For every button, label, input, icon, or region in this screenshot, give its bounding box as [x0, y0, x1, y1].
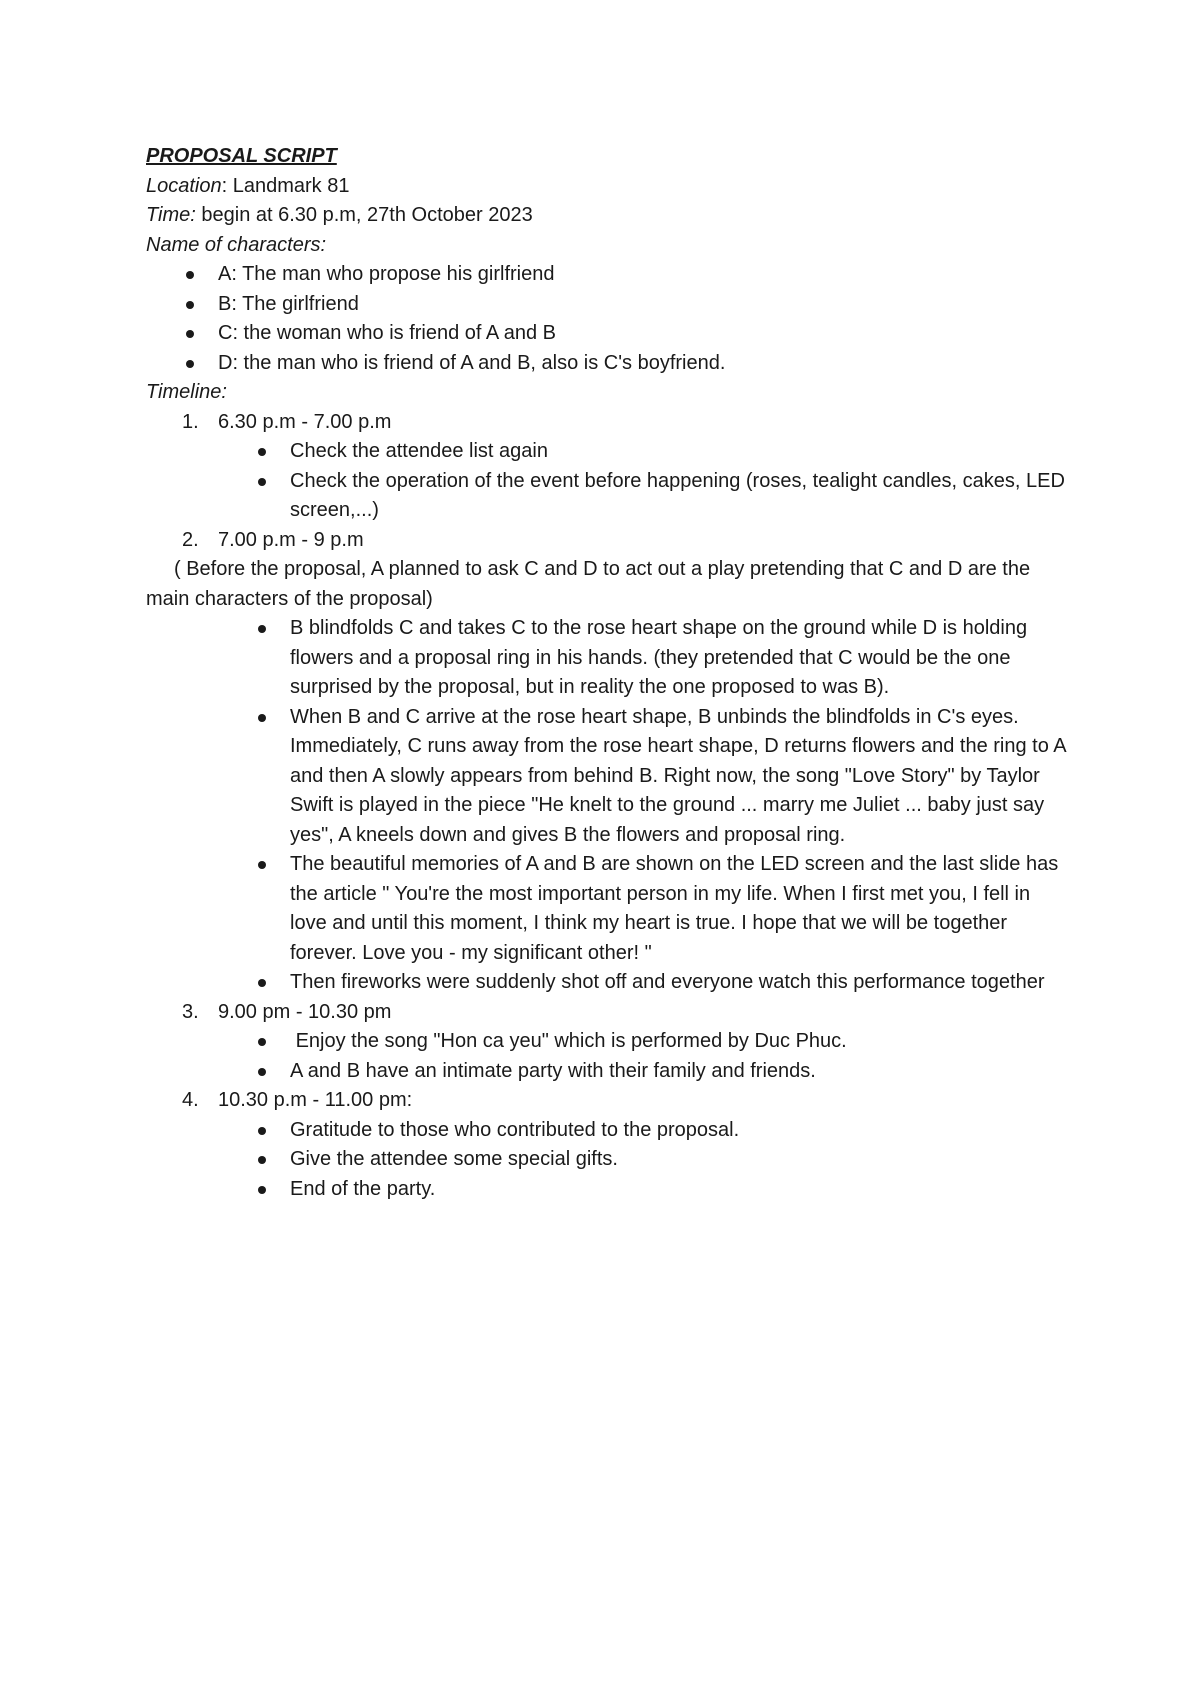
bullet-icon [186, 271, 194, 279]
character-item: B: The girlfriend [146, 290, 1066, 320]
step-item: When B and C arrive at the rose heart shape, B unbinds the blindfolds in C's eyes. Immediately, C runs away from the rose heart shape, D returns flowers and the ring to A and then A slowly appears from behind B. Right now, the song "Love Story" by Taylor Swift is played in the piece "He knelt to the ground ... marry me Juliet ... baby just say yes", A kneels down and gives B the flowers and proposal ring. [146, 703, 1066, 851]
bullet-icon [258, 1156, 266, 1164]
step-items-wrap [146, 1027, 1066, 1086]
time-value: begin at 6.30 p.m, 27th October 2023 [195, 204, 533, 226]
step-item: Then fireworks were suddenly shot off and everyone watch this performance together [146, 968, 1066, 998]
bullet-icon [258, 1127, 266, 1135]
character-item: A: The man who propose his girlfriend [146, 260, 1066, 290]
bullet-icon [186, 301, 194, 309]
bullet-icon [258, 625, 266, 633]
step-items-wrap [146, 614, 1066, 998]
step-number: 2. [182, 528, 199, 551]
bullet-icon [258, 1038, 266, 1046]
bullet-icon [258, 478, 266, 486]
step-item: B blindfolds C and takes C to the rose heart shape on the ground while D is holding flowers and a proposal ring in his hands. (they pretended that C would be the one surprised by the proposal, but in reality the one proposed to was B). [146, 614, 1066, 703]
step-items-wrap [146, 1116, 1066, 1205]
step-number: 1. [182, 410, 199, 433]
character-item: C: the woman who is friend of A and B [146, 319, 1066, 349]
time-line [146, 201, 1066, 231]
step-items [146, 614, 1066, 998]
timeline-step [146, 526, 1066, 556]
step-note: ( Before the proposal, A planned to ask C and D to act out a play pretending that C and D are the main characters of the proposal) [146, 558, 1031, 610]
step-time: 7.00 p.m - 9 p.m [218, 528, 364, 551]
bullet-icon [258, 714, 266, 722]
timeline-label: Timeline: [146, 381, 227, 403]
step-item: Gratitude to those who contributed to the proposal. [146, 1116, 1066, 1146]
step-item: Enjoy the song "Hon ca yeu" which is performed by Duc Phuc. [146, 1027, 1066, 1057]
document-title: PROPOSAL SCRIPT [146, 145, 337, 167]
characters-list [146, 260, 1066, 378]
step-time: 6.30 p.m - 7.00 p.m [218, 410, 392, 433]
timeline-list [146, 408, 1066, 1205]
step-items-wrap [146, 437, 1066, 526]
timeline-step [146, 998, 1066, 1028]
bullet-icon [186, 360, 194, 368]
step-items [146, 1027, 1066, 1086]
bullet-icon [258, 448, 266, 456]
bullet-icon [258, 979, 266, 987]
location-value: : Landmark 81 [221, 174, 350, 197]
step-item: Give the attendee some special gifts. [146, 1145, 1066, 1175]
timeline-step [146, 408, 1066, 438]
bullet-icon [258, 861, 266, 869]
step-item: Check the attendee list again [146, 437, 1066, 467]
location-line [146, 172, 1066, 202]
bullet-icon [186, 330, 194, 338]
step-item: The beautiful memories of A and B are shown on the LED screen and the last slide has the article " You're the most important person in my life. When I first met you, I fell in love and until this moment, I think my heart is true. I hope that we will be together forever. Love you - my significant other! " [146, 850, 1066, 968]
step-number: 4. [182, 1089, 199, 1111]
step-time: 10.30 p.m - 11.00 pm: [218, 1089, 413, 1111]
bullet-icon [258, 1068, 266, 1076]
step-item: End of the party. [146, 1175, 1066, 1205]
step-item: Check the operation of the event before happening (roses, tealight candles, cakes, LED screen,...) [146, 467, 1066, 526]
timeline-step [146, 1086, 1066, 1116]
step-note-wrap [146, 555, 1066, 614]
document-page [146, 142, 1066, 1204]
step-time: 9.00 pm - 10.30 pm [218, 1000, 392, 1023]
bullet-icon [258, 1186, 266, 1194]
step-items [146, 437, 1066, 526]
time-label: Time: [146, 204, 196, 226]
location-label: Location [146, 174, 222, 197]
character-item: D: the man who is friend of A and B, also is C's boyfriend. [146, 349, 1066, 379]
step-number: 3. [182, 1000, 199, 1023]
characters-label: Name of characters: [146, 233, 327, 256]
step-item: A and B have an intimate party with their family and friends. [146, 1057, 1066, 1087]
step-items [146, 1116, 1066, 1205]
